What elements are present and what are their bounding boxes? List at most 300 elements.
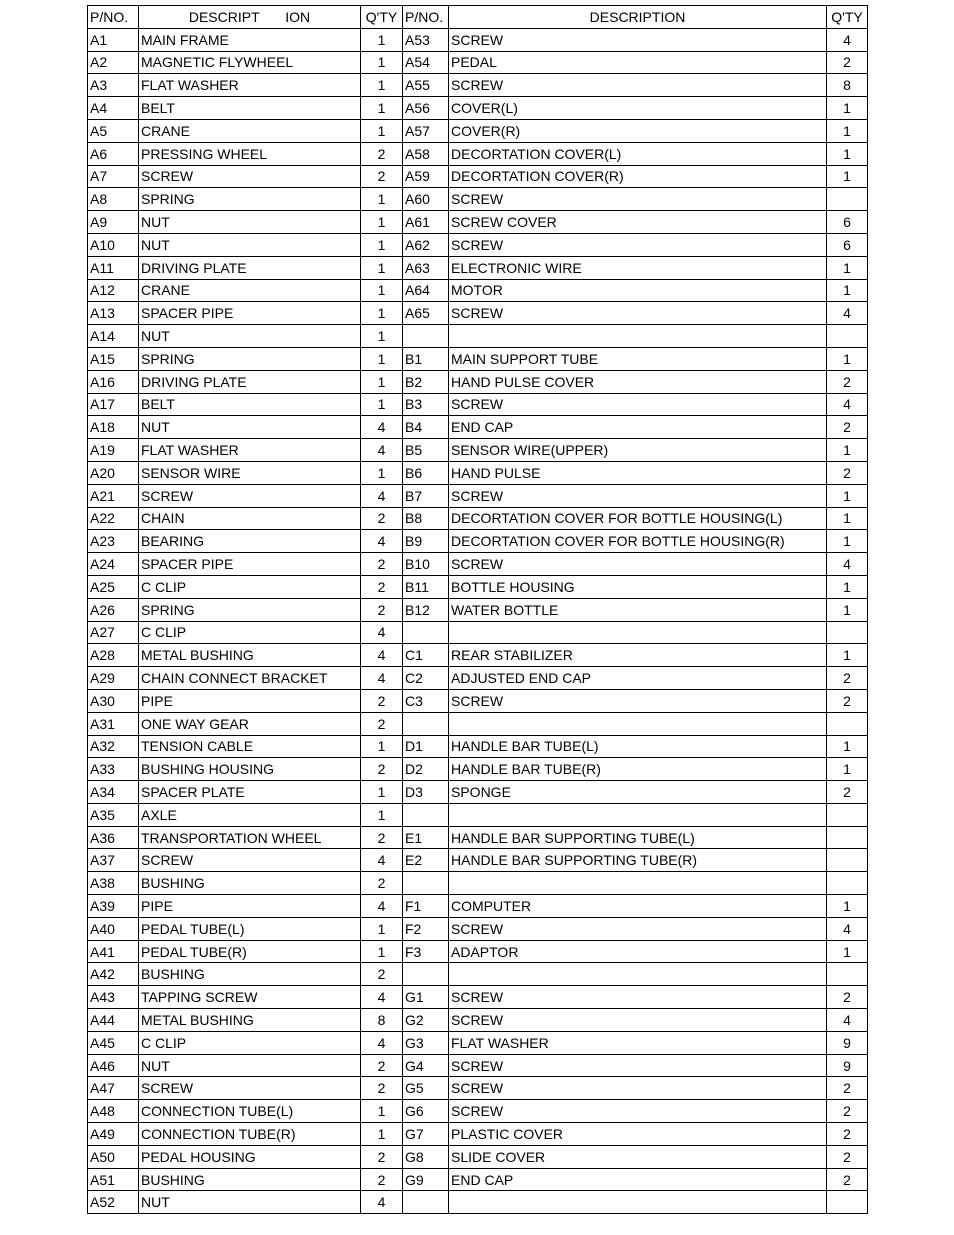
part-number-left-cell: A6 bbox=[88, 142, 139, 165]
part-number-right-cell: C3 bbox=[403, 689, 449, 712]
description-right-cell: MAIN SUPPORT TUBE bbox=[449, 347, 827, 370]
description-left-cell: NUT bbox=[139, 416, 361, 439]
part-number-left-cell: A14 bbox=[88, 325, 139, 348]
quantity-left-cell: 1 bbox=[361, 119, 403, 142]
table-row bbox=[88, 347, 868, 370]
part-number-right-cell: G2 bbox=[403, 1009, 449, 1032]
quantity-left-cell: 1 bbox=[361, 51, 403, 74]
description-left-cell: BUSHING HOUSING bbox=[139, 758, 361, 781]
table-row bbox=[88, 233, 868, 256]
table-row bbox=[88, 28, 868, 51]
description-right-cell bbox=[449, 803, 827, 826]
table-row bbox=[88, 256, 868, 279]
quantity-right-cell bbox=[827, 872, 868, 895]
description-left-cell: PIPE bbox=[139, 895, 361, 918]
quantity-left-cell: 1 bbox=[361, 325, 403, 348]
description-right-cell: PLASTIC COVER bbox=[449, 1123, 827, 1146]
table-row bbox=[88, 689, 868, 712]
description-left-cell: SPACER PLATE bbox=[139, 781, 361, 804]
table-row bbox=[88, 712, 868, 735]
part-number-right-cell: A56 bbox=[403, 97, 449, 120]
quantity-left-cell: 1 bbox=[361, 1100, 403, 1123]
description-right-cell: HANDLE BAR TUBE(R) bbox=[449, 758, 827, 781]
description-right-cell: DECORTATION COVER(L) bbox=[449, 142, 827, 165]
description-left-cell: FLAT WASHER bbox=[139, 439, 361, 462]
description-left-cell: PRESSING WHEEL bbox=[139, 142, 361, 165]
description-left-cell: NUT bbox=[139, 1191, 361, 1214]
description-right-cell: SCREW bbox=[449, 74, 827, 97]
quantity-left-cell: 2 bbox=[361, 1077, 403, 1100]
part-number-right-cell: G1 bbox=[403, 986, 449, 1009]
quantity-left-cell: 8 bbox=[361, 1009, 403, 1032]
quantity-left-cell: 2 bbox=[361, 712, 403, 735]
part-number-left-cell: A36 bbox=[88, 826, 139, 849]
description-left-cell: DRIVING PLATE bbox=[139, 256, 361, 279]
part-number-left-cell: A20 bbox=[88, 461, 139, 484]
description-left-cell: PIPE bbox=[139, 689, 361, 712]
table-row bbox=[88, 211, 868, 234]
part-number-right-cell: B5 bbox=[403, 439, 449, 462]
description-right-cell: SCREW COVER bbox=[449, 211, 827, 234]
table-row bbox=[88, 781, 868, 804]
part-number-right-cell: A63 bbox=[403, 256, 449, 279]
quantity-right-cell bbox=[827, 325, 868, 348]
description-left-cell: C CLIP bbox=[139, 575, 361, 598]
part-number-right-cell: E1 bbox=[403, 826, 449, 849]
description-right-cell: HANDLE BAR TUBE(L) bbox=[449, 735, 827, 758]
quantity-right-cell: 2 bbox=[827, 416, 868, 439]
quantity-right-cell bbox=[827, 621, 868, 644]
part-number-left-cell: A8 bbox=[88, 188, 139, 211]
table-row bbox=[88, 484, 868, 507]
table-row bbox=[88, 530, 868, 553]
description-left-cell: NUT bbox=[139, 325, 361, 348]
quantity-right-cell: 2 bbox=[827, 781, 868, 804]
part-number-left-cell: A26 bbox=[88, 598, 139, 621]
description-right-cell: COVER(R) bbox=[449, 119, 827, 142]
part-number-right-cell: B8 bbox=[403, 507, 449, 530]
description-right-cell: HAND PULSE COVER bbox=[449, 370, 827, 393]
part-number-right-cell bbox=[403, 712, 449, 735]
table-row bbox=[88, 803, 868, 826]
part-number-left-cell: A46 bbox=[88, 1054, 139, 1077]
table-row bbox=[88, 439, 868, 462]
description-left-cell: ONE WAY GEAR bbox=[139, 712, 361, 735]
description-right-cell: SLIDE COVER bbox=[449, 1145, 827, 1168]
quantity-right-cell: 4 bbox=[827, 917, 868, 940]
part-number-right-cell bbox=[403, 325, 449, 348]
description-left-cell: SCREW bbox=[139, 165, 361, 188]
quantity-right-cell: 1 bbox=[827, 119, 868, 142]
part-number-left-cell: A2 bbox=[88, 51, 139, 74]
parts-list-table bbox=[87, 5, 868, 1214]
part-number-left-cell: A31 bbox=[88, 712, 139, 735]
quantity-left-cell: 1 bbox=[361, 279, 403, 302]
description-left-cell: BUSHING bbox=[139, 1168, 361, 1191]
description-right-cell: ADAPTOR bbox=[449, 940, 827, 963]
part-number-right-cell: A64 bbox=[403, 279, 449, 302]
header-row bbox=[88, 6, 868, 29]
part-number-left-cell: A12 bbox=[88, 279, 139, 302]
description-right-cell bbox=[449, 621, 827, 644]
part-number-left-cell: A48 bbox=[88, 1100, 139, 1123]
description-right-cell: SCREW bbox=[449, 484, 827, 507]
description-right-cell: SCREW bbox=[449, 1100, 827, 1123]
part-number-left-cell: A4 bbox=[88, 97, 139, 120]
part-number-right-cell: A59 bbox=[403, 165, 449, 188]
part-number-right-cell: F2 bbox=[403, 917, 449, 940]
quantity-right-cell: 1 bbox=[827, 439, 868, 462]
part-number-left-cell: A52 bbox=[88, 1191, 139, 1214]
part-number-right-cell: C1 bbox=[403, 644, 449, 667]
quantity-right-cell: 1 bbox=[827, 598, 868, 621]
part-number-left-cell: A22 bbox=[88, 507, 139, 530]
table-row bbox=[88, 119, 868, 142]
quantity-left-cell: 2 bbox=[361, 689, 403, 712]
table-row bbox=[88, 849, 868, 872]
table-row bbox=[88, 1077, 868, 1100]
part-number-left-cell: A27 bbox=[88, 621, 139, 644]
table-row bbox=[88, 393, 868, 416]
quantity-right-cell bbox=[827, 1191, 868, 1214]
quantity-right-cell bbox=[827, 826, 868, 849]
description-right-cell: SCREW bbox=[449, 1054, 827, 1077]
part-number-right-cell bbox=[403, 872, 449, 895]
part-number-left-cell: A23 bbox=[88, 530, 139, 553]
description-left-cell: SPRING bbox=[139, 188, 361, 211]
part-number-right-cell: B6 bbox=[403, 461, 449, 484]
quantity-right-cell bbox=[827, 849, 868, 872]
description-left-cell: SCREW bbox=[139, 1077, 361, 1100]
part-number-right-cell: B7 bbox=[403, 484, 449, 507]
quantity-right-cell: 1 bbox=[827, 142, 868, 165]
part-number-right-cell: B9 bbox=[403, 530, 449, 553]
quantity-left-cell: 4 bbox=[361, 849, 403, 872]
description-right-cell: HANDLE BAR SUPPORTING TUBE(R) bbox=[449, 849, 827, 872]
part-number-right-cell: A61 bbox=[403, 211, 449, 234]
description-right-cell: DECORTATION COVER FOR BOTTLE HOUSING(R) bbox=[449, 530, 827, 553]
table-row bbox=[88, 1123, 868, 1146]
quantity-left-cell: 2 bbox=[361, 1054, 403, 1077]
part-number-right-cell: A58 bbox=[403, 142, 449, 165]
table-row bbox=[88, 1100, 868, 1123]
quantity-left-cell: 2 bbox=[361, 758, 403, 781]
part-number-left-cell: A47 bbox=[88, 1077, 139, 1100]
table-row bbox=[88, 644, 868, 667]
description-right-cell bbox=[449, 963, 827, 986]
part-number-left-cell: A29 bbox=[88, 667, 139, 690]
description-right-cell: SCREW bbox=[449, 233, 827, 256]
quantity-right-cell bbox=[827, 803, 868, 826]
part-number-right-cell: G9 bbox=[403, 1168, 449, 1191]
quantity-left-cell: 1 bbox=[361, 917, 403, 940]
part-number-left-cell: A7 bbox=[88, 165, 139, 188]
part-number-left-cell: A37 bbox=[88, 849, 139, 872]
part-number-right-cell: B10 bbox=[403, 553, 449, 576]
description-right-cell: MOTOR bbox=[449, 279, 827, 302]
part-number-left-cell: A21 bbox=[88, 484, 139, 507]
part-number-right-cell: B1 bbox=[403, 347, 449, 370]
part-number-left-cell: A15 bbox=[88, 347, 139, 370]
quantity-right-cell: 1 bbox=[827, 940, 868, 963]
quantity-right-cell: 2 bbox=[827, 689, 868, 712]
quantity-left-cell: 1 bbox=[361, 97, 403, 120]
table-row bbox=[88, 97, 868, 120]
table-row bbox=[88, 940, 868, 963]
table-row bbox=[88, 302, 868, 325]
part-number-right-cell: B3 bbox=[403, 393, 449, 416]
part-number-right-cell: A62 bbox=[403, 233, 449, 256]
description-right-cell: SCREW bbox=[449, 188, 827, 211]
description-right-cell: REAR STABILIZER bbox=[449, 644, 827, 667]
table-row bbox=[88, 165, 868, 188]
description-left-cell: TENSION CABLE bbox=[139, 735, 361, 758]
quantity-right-cell: 2 bbox=[827, 1077, 868, 1100]
header-description-right: DESCRIPTION bbox=[449, 6, 827, 29]
quantity-right-cell: 6 bbox=[827, 233, 868, 256]
quantity-left-cell: 1 bbox=[361, 803, 403, 826]
quantity-left-cell: 2 bbox=[361, 165, 403, 188]
quantity-left-cell: 4 bbox=[361, 644, 403, 667]
part-number-right-cell: D2 bbox=[403, 758, 449, 781]
quantity-left-cell: 1 bbox=[361, 735, 403, 758]
table-row bbox=[88, 279, 868, 302]
table-row bbox=[88, 872, 868, 895]
table-row bbox=[88, 986, 868, 1009]
quantity-left-cell: 4 bbox=[361, 484, 403, 507]
quantity-left-cell: 1 bbox=[361, 233, 403, 256]
description-right-cell: PEDAL bbox=[449, 51, 827, 74]
quantity-right-cell bbox=[827, 963, 868, 986]
description-left-cell: BEARING bbox=[139, 530, 361, 553]
table-row bbox=[88, 1009, 868, 1032]
quantity-right-cell: 1 bbox=[827, 165, 868, 188]
quantity-left-cell: 1 bbox=[361, 74, 403, 97]
quantity-right-cell: 4 bbox=[827, 302, 868, 325]
quantity-left-cell: 2 bbox=[361, 507, 403, 530]
quantity-right-cell: 1 bbox=[827, 347, 868, 370]
table-row bbox=[88, 416, 868, 439]
part-number-right-cell: F1 bbox=[403, 895, 449, 918]
quantity-right-cell: 2 bbox=[827, 461, 868, 484]
quantity-right-cell: 4 bbox=[827, 28, 868, 51]
part-number-left-cell: A42 bbox=[88, 963, 139, 986]
description-left-cell: PEDAL HOUSING bbox=[139, 1145, 361, 1168]
description-right-cell: SCREW bbox=[449, 553, 827, 576]
description-right-cell: END CAP bbox=[449, 1168, 827, 1191]
table-row bbox=[88, 1145, 868, 1168]
part-number-left-cell: A34 bbox=[88, 781, 139, 804]
description-left-cell: BUSHING bbox=[139, 872, 361, 895]
part-number-right-cell: G3 bbox=[403, 1031, 449, 1054]
part-number-right-cell: G6 bbox=[403, 1100, 449, 1123]
table-row bbox=[88, 598, 868, 621]
table-row bbox=[88, 51, 868, 74]
description-left-cell: MAIN FRAME bbox=[139, 28, 361, 51]
part-number-left-cell: A50 bbox=[88, 1145, 139, 1168]
quantity-right-cell: 1 bbox=[827, 256, 868, 279]
description-left-cell: CHAIN bbox=[139, 507, 361, 530]
table-row bbox=[88, 461, 868, 484]
table-row bbox=[88, 188, 868, 211]
table-row bbox=[88, 370, 868, 393]
description-right-cell: SCREW bbox=[449, 393, 827, 416]
quantity-left-cell: 1 bbox=[361, 28, 403, 51]
description-right-cell bbox=[449, 325, 827, 348]
part-number-left-cell: A10 bbox=[88, 233, 139, 256]
quantity-left-cell: 4 bbox=[361, 895, 403, 918]
quantity-left-cell: 4 bbox=[361, 621, 403, 644]
part-number-left-cell: A13 bbox=[88, 302, 139, 325]
quantity-right-cell: 1 bbox=[827, 97, 868, 120]
description-left-cell: CHAIN CONNECT BRACKET bbox=[139, 667, 361, 690]
quantity-right-cell: 2 bbox=[827, 1168, 868, 1191]
description-right-cell: SCREW bbox=[449, 28, 827, 51]
quantity-right-cell: 2 bbox=[827, 1100, 868, 1123]
description-left-cell: CONNECTION TUBE(L) bbox=[139, 1100, 361, 1123]
description-right-cell: DECORTATION COVER(R) bbox=[449, 165, 827, 188]
table-row bbox=[88, 895, 868, 918]
description-left-cell: PEDAL TUBE(R) bbox=[139, 940, 361, 963]
part-number-right-cell: B11 bbox=[403, 575, 449, 598]
quantity-left-cell: 2 bbox=[361, 1168, 403, 1191]
part-number-left-cell: A38 bbox=[88, 872, 139, 895]
header-quantity-right: Q'TY bbox=[827, 6, 868, 29]
part-number-right-cell: G7 bbox=[403, 1123, 449, 1146]
part-number-left-cell: A32 bbox=[88, 735, 139, 758]
description-left-cell: FLAT WASHER bbox=[139, 74, 361, 97]
description-left-cell: METAL BUSHING bbox=[139, 1009, 361, 1032]
part-number-right-cell: C2 bbox=[403, 667, 449, 690]
part-number-right-cell bbox=[403, 1191, 449, 1214]
quantity-right-cell: 1 bbox=[827, 758, 868, 781]
quantity-right-cell: 1 bbox=[827, 279, 868, 302]
description-left-cell: CRANE bbox=[139, 119, 361, 142]
quantity-right-cell bbox=[827, 712, 868, 735]
description-left-cell: DRIVING PLATE bbox=[139, 370, 361, 393]
quantity-left-cell: 4 bbox=[361, 1031, 403, 1054]
quantity-left-cell: 4 bbox=[361, 530, 403, 553]
part-number-left-cell: A40 bbox=[88, 917, 139, 940]
part-number-left-cell: A41 bbox=[88, 940, 139, 963]
quantity-left-cell: 2 bbox=[361, 553, 403, 576]
part-number-right-cell: A55 bbox=[403, 74, 449, 97]
description-right-cell: END CAP bbox=[449, 416, 827, 439]
quantity-left-cell: 1 bbox=[361, 781, 403, 804]
description-left-cell: BUSHING bbox=[139, 963, 361, 986]
quantity-left-cell: 2 bbox=[361, 872, 403, 895]
quantity-right-cell: 4 bbox=[827, 1009, 868, 1032]
quantity-left-cell: 1 bbox=[361, 211, 403, 234]
quantity-left-cell: 1 bbox=[361, 393, 403, 416]
part-number-left-cell: A39 bbox=[88, 895, 139, 918]
quantity-right-cell: 1 bbox=[827, 575, 868, 598]
quantity-left-cell: 1 bbox=[361, 461, 403, 484]
table-row bbox=[88, 826, 868, 849]
description-left-cell: MAGNETIC FLYWHEEL bbox=[139, 51, 361, 74]
description-left-cell: PEDAL TUBE(L) bbox=[139, 917, 361, 940]
header-description-left: DESCRIPT ION bbox=[139, 6, 361, 29]
quantity-right-cell: 1 bbox=[827, 644, 868, 667]
part-number-right-cell: A53 bbox=[403, 28, 449, 51]
description-right-cell bbox=[449, 712, 827, 735]
quantity-right-cell bbox=[827, 188, 868, 211]
quantity-left-cell: 1 bbox=[361, 302, 403, 325]
part-number-left-cell: A33 bbox=[88, 758, 139, 781]
part-number-left-cell: A3 bbox=[88, 74, 139, 97]
part-number-right-cell bbox=[403, 803, 449, 826]
part-number-left-cell: A24 bbox=[88, 553, 139, 576]
part-number-right-cell bbox=[403, 621, 449, 644]
description-right-cell: BOTTLE HOUSING bbox=[449, 575, 827, 598]
description-right-cell bbox=[449, 1191, 827, 1214]
part-number-right-cell: A65 bbox=[403, 302, 449, 325]
quantity-left-cell: 1 bbox=[361, 256, 403, 279]
part-number-left-cell: A1 bbox=[88, 28, 139, 51]
part-number-left-cell: A17 bbox=[88, 393, 139, 416]
part-number-left-cell: A43 bbox=[88, 986, 139, 1009]
quantity-right-cell: 4 bbox=[827, 553, 868, 576]
description-left-cell: BELT bbox=[139, 393, 361, 416]
description-right-cell: SENSOR WIRE(UPPER) bbox=[449, 439, 827, 462]
description-right-cell: SCREW bbox=[449, 689, 827, 712]
description-left-cell: SPACER PIPE bbox=[139, 553, 361, 576]
part-number-right-cell: F3 bbox=[403, 940, 449, 963]
quantity-left-cell: 2 bbox=[361, 1145, 403, 1168]
part-number-right-cell: G4 bbox=[403, 1054, 449, 1077]
part-number-left-cell: A44 bbox=[88, 1009, 139, 1032]
description-right-cell: SCREW bbox=[449, 917, 827, 940]
part-number-left-cell: A35 bbox=[88, 803, 139, 826]
description-right-cell: FLAT WASHER bbox=[449, 1031, 827, 1054]
description-left-cell: TAPPING SCREW bbox=[139, 986, 361, 1009]
quantity-right-cell: 1 bbox=[827, 484, 868, 507]
table-row bbox=[88, 142, 868, 165]
table-row bbox=[88, 507, 868, 530]
description-left-cell: BELT bbox=[139, 97, 361, 120]
table-row bbox=[88, 735, 868, 758]
quantity-right-cell: 2 bbox=[827, 667, 868, 690]
table-row bbox=[88, 1168, 868, 1191]
quantity-right-cell: 1 bbox=[827, 507, 868, 530]
table-row bbox=[88, 667, 868, 690]
description-right-cell: SCREW bbox=[449, 986, 827, 1009]
description-right-cell: SPONGE bbox=[449, 781, 827, 804]
part-number-right-cell: A57 bbox=[403, 119, 449, 142]
quantity-left-cell: 2 bbox=[361, 826, 403, 849]
part-number-left-cell: A16 bbox=[88, 370, 139, 393]
part-number-left-cell: A45 bbox=[88, 1031, 139, 1054]
quantity-left-cell: 4 bbox=[361, 1191, 403, 1214]
header-part-number-right: P/NO. bbox=[403, 6, 449, 29]
quantity-right-cell: 2 bbox=[827, 370, 868, 393]
description-left-cell: CRANE bbox=[139, 279, 361, 302]
part-number-right-cell: A54 bbox=[403, 51, 449, 74]
description-left-cell: C CLIP bbox=[139, 1031, 361, 1054]
part-number-left-cell: A28 bbox=[88, 644, 139, 667]
quantity-left-cell: 2 bbox=[361, 142, 403, 165]
table-row bbox=[88, 1191, 868, 1214]
quantity-right-cell: 2 bbox=[827, 51, 868, 74]
part-number-right-cell: D3 bbox=[403, 781, 449, 804]
part-number-right-cell: B12 bbox=[403, 598, 449, 621]
description-right-cell bbox=[449, 872, 827, 895]
description-right-cell: COVER(L) bbox=[449, 97, 827, 120]
part-number-right-cell: G5 bbox=[403, 1077, 449, 1100]
part-number-left-cell: A49 bbox=[88, 1123, 139, 1146]
part-number-left-cell: A30 bbox=[88, 689, 139, 712]
quantity-left-cell: 1 bbox=[361, 188, 403, 211]
